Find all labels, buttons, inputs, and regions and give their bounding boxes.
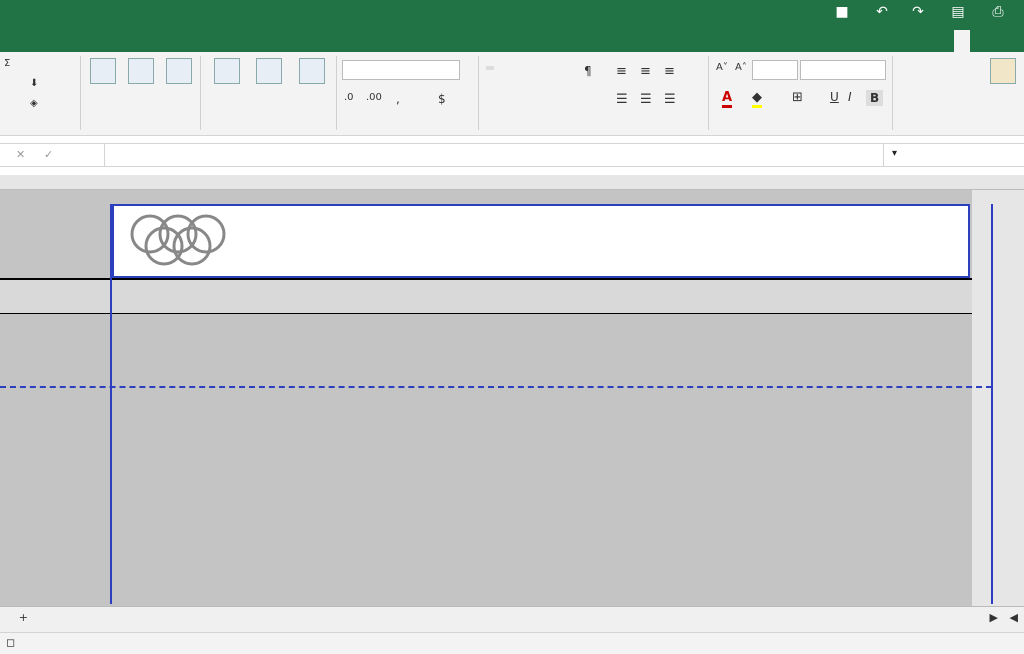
increase-decimal-icon[interactable]: .00 xyxy=(366,92,382,103)
autosum-button[interactable] xyxy=(4,58,10,69)
voucher-header-block xyxy=(112,204,970,278)
fill-button[interactable] xyxy=(30,78,38,89)
comma-style-icon[interactable]: , xyxy=(396,92,400,106)
ribbon-tabs xyxy=(0,28,1024,52)
cancel-icon[interactable]: ✕ xyxy=(16,148,26,161)
align-right-icon[interactable]: ☰ xyxy=(664,92,676,107)
print-area-border xyxy=(991,204,993,604)
align-middle-icon[interactable]: ≡ xyxy=(640,64,651,79)
fill-color-icon[interactable]: ◆ xyxy=(752,90,762,108)
redo-icon[interactable]: ↷ xyxy=(912,4,924,20)
formula-input[interactable] xyxy=(104,144,884,166)
conditional-formatting-icon xyxy=(299,58,325,84)
cell-styles-button[interactable] xyxy=(206,58,248,86)
italic-button[interactable]: I xyxy=(848,90,852,104)
align-top-icon[interactable]: ≡ xyxy=(664,64,675,79)
formula-bar xyxy=(0,143,1024,167)
quick-access-icon[interactable]: ▤ xyxy=(951,4,965,20)
align-left-icon[interactable]: ☰ xyxy=(616,92,628,107)
underline-button[interactable]: U xyxy=(830,90,839,104)
borders-icon[interactable]: ⊞ xyxy=(792,90,803,105)
table-header-row xyxy=(0,278,972,314)
column-headers xyxy=(0,175,1024,190)
save-icon[interactable]: ■ xyxy=(835,4,849,20)
format-as-table-button[interactable] xyxy=(248,58,290,86)
row-headers xyxy=(972,190,1024,606)
sheet-nav-prev-icon[interactable]: ◀ xyxy=(1009,611,1018,624)
tab-home[interactable] xyxy=(954,30,970,52)
conditional-formatting-button[interactable] xyxy=(290,58,334,86)
grow-font-icon[interactable]: A˄ xyxy=(735,62,747,73)
currency-icon[interactable]: $ xyxy=(438,92,446,106)
name-box[interactable] xyxy=(888,144,1022,166)
print-area-border xyxy=(110,204,112,604)
insert-cells-button[interactable] xyxy=(162,58,196,86)
group-divider xyxy=(80,56,81,130)
group-divider xyxy=(708,56,709,130)
title-bar xyxy=(0,0,1024,28)
delete-cells-button[interactable] xyxy=(124,58,158,86)
text-direction-icon[interactable]: ¶ xyxy=(584,64,592,78)
clipboard-icon xyxy=(990,58,1016,84)
fill-down-icon: ⬇ xyxy=(30,78,39,89)
paste-button[interactable] xyxy=(986,58,1020,86)
wrap-text-button[interactable] xyxy=(486,66,494,70)
font-size-select[interactable] xyxy=(752,60,798,80)
print-preview-icon[interactable]: ⎙ xyxy=(992,4,1004,20)
sheet-nav-next-icon[interactable]: ▶ xyxy=(989,611,998,624)
decrease-decimal-icon[interactable]: .0 xyxy=(344,92,354,103)
eraser-icon: ◈ xyxy=(30,98,38,109)
sigma-icon: Σ xyxy=(4,58,11,69)
group-divider xyxy=(892,56,893,130)
clear-button[interactable] xyxy=(30,98,38,109)
enter-icon[interactable]: ✓ xyxy=(44,148,54,161)
font-name-select[interactable] xyxy=(800,60,886,80)
align-center-icon[interactable]: ☰ xyxy=(640,92,652,107)
align-bottom-icon[interactable]: ≡ xyxy=(616,64,627,79)
insert-cells-icon xyxy=(166,58,192,84)
sheet-tabs-more-icon[interactable]: + xyxy=(18,611,28,624)
shrink-font-icon[interactable]: A˅ xyxy=(716,62,728,73)
table-icon xyxy=(256,58,282,84)
delete-cells-icon xyxy=(128,58,154,84)
ribbon xyxy=(0,52,1024,136)
cell-styles-icon xyxy=(214,58,240,84)
bold-button[interactable]: B xyxy=(866,90,883,106)
group-divider xyxy=(200,56,201,130)
format-cells-icon xyxy=(90,58,116,84)
undo-icon[interactable]: ↶ xyxy=(876,4,888,20)
font-color-icon[interactable]: A xyxy=(722,90,732,108)
status-bar xyxy=(0,632,1024,654)
page-break-line xyxy=(0,386,992,388)
number-format-select[interactable] xyxy=(342,60,460,80)
macro-record-icon[interactable]: ◻ xyxy=(6,636,16,649)
group-divider xyxy=(478,56,479,130)
sheet-tabs xyxy=(0,606,1024,632)
chevron-down-icon: ▾ xyxy=(892,148,898,159)
olympic-rings-logo xyxy=(126,210,230,266)
format-cells-button[interactable] xyxy=(84,58,122,86)
group-divider xyxy=(336,56,337,130)
worksheet-grid xyxy=(0,190,1024,606)
